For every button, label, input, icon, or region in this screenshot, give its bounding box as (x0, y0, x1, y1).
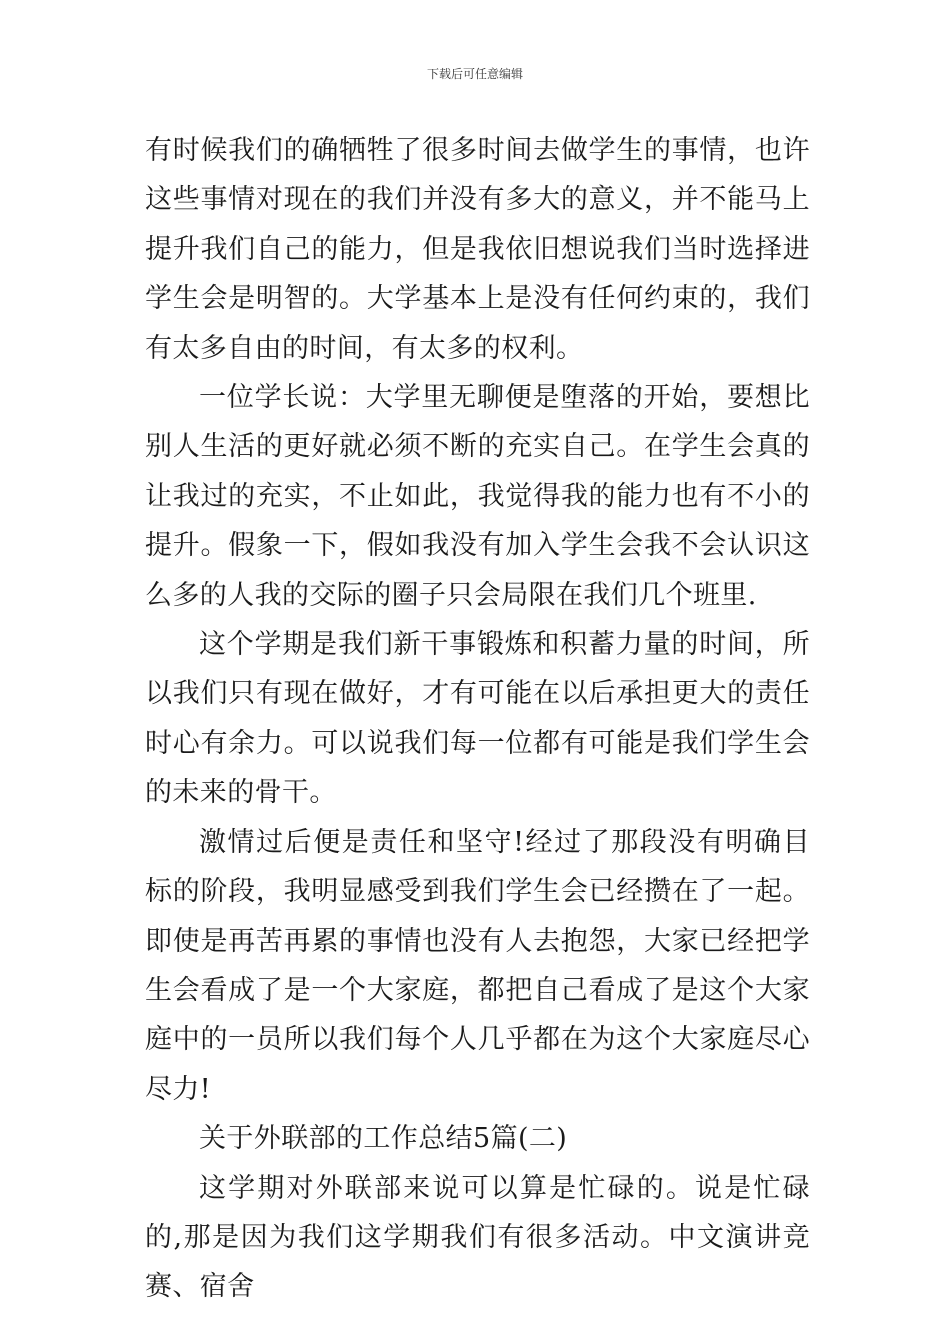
paragraph-3: 这个学期是我们新干事锻炼和积蓄力量的时间，所以我们只有现在做好，才有可能在以后承担更大的责任时心有余力。可以说我们每一位都有可能是我们学生会的未来的骨干。 (145, 629, 810, 809)
paragraph-2: 一位学长说：大学里无聊便是堕落的开始，要想比别人生活的更好就必须不断的充实自己。在学生会真的让我过的充实，不止如此，我觉得我的能力也有不小的提升。假象一下，假如我没有加入学生会我不会认识这么多的人我的交际的圈子只会局限在我们几个班里. (145, 382, 810, 611)
paragraph-4: 激情过后便是责任和坚守!经过了那段没有明确目标的阶段，我明显感受到我们学生会已经攒在了一起。即使是再苦再累的事情也没有人去抱怨，大家已经把学生会看成了是一个大家庭，都把自己看成了是这个大家庭中的一员所以我们每个人几乎都在为这个大家庭尽心尽力! (145, 826, 810, 1105)
page-header: 下载后可任意编辑 (426, 67, 523, 81)
section-heading: 关于外联部的工作总结5篇(二) (199, 1123, 568, 1155)
paragraph-5: 这学期对外联部来说可以算是忙碌的。说是忙碌的,那是因为我们这学期我们有很多活动。中文演讲竞赛、宿舍 (145, 1172, 810, 1303)
paragraph-1: 有时候我们的确牺牲了很多时间去做学生的事情，也许这些事情对现在的我们并没有多大的意义，并不能马上提升我们自己的能力，但是我依旧想说我们当时选择进学生会是明智的。大学基本上是没有任何约束的，我们有太多自由的时间，有太多的权利。 (145, 135, 810, 364)
document-body (145, 126, 810, 1312)
